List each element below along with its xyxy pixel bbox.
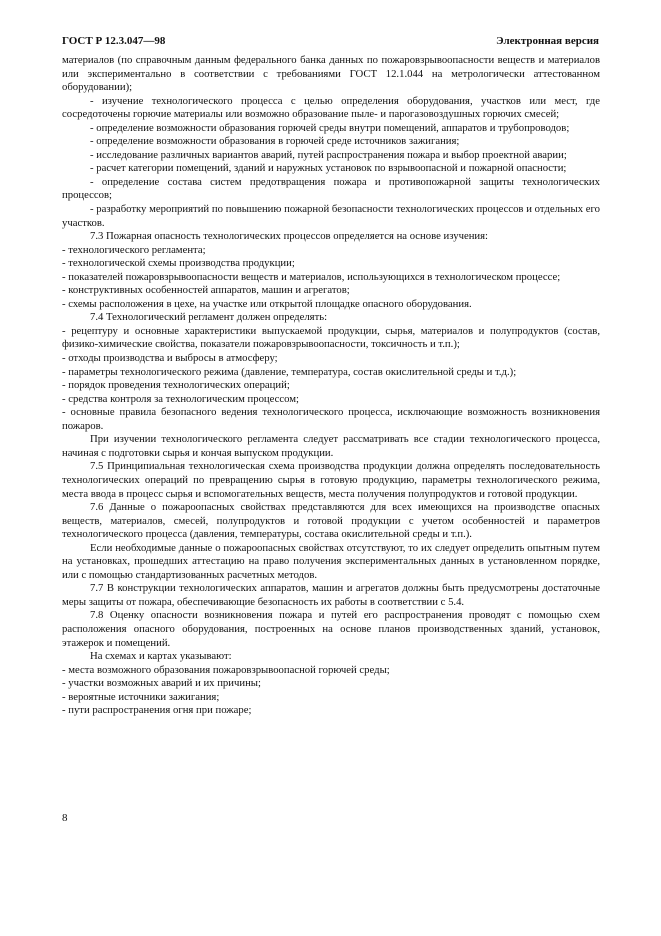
paragraph: - места возможного образования пожаровзрывоопасной горючей среды; xyxy=(62,663,390,676)
paragraph: - рецептуру и основные характеристики выпускаемой продукции, сырья, материалов и полупродуктов (состав, физико-химические свойства, показатели пожаровзрывоопасности, токсичность и т.п.); xyxy=(62,324,600,351)
paragraph: 7.5 Принципиальная технологическая схема производства продукции должна определять последовательность технологических операций по превращению сырья в готовую продукцию, параметры технологического режима, места ввода в процесс сырья и вспомогательных веществ, места получения полупродуктов и готовой продукции. xyxy=(62,460,600,500)
paragraph: 7.6 Данные о пожароопасных свойствах представляются для всех имеющихся на производстве опасных веществ, материалов, смесей, полупродуктов и готовой продукции с учетом особенностей и параметров технологического процесса (давления, температуры, состава окислительной среды и т.п.). xyxy=(62,501,600,541)
edition-label: Электронная версия xyxy=(496,35,599,47)
paragraph: 7.3 Пожарная опасность технологических процессов определяется на основе изучения: xyxy=(90,230,489,243)
paragraph: - схемы расположения в цехе, на участке или открытой площадке опасного оборудования. xyxy=(62,297,472,310)
standard-code: ГОСТ Р 12.3.047—98 xyxy=(62,35,166,47)
paragraph: - средства контроля за технологическим процессом; xyxy=(62,392,300,405)
paragraph: 7.4 Технологический регламент должен определять: xyxy=(90,311,328,324)
paragraph: 7.8 Оценку опасности возникновения пожара и путей его распространения проводят с помощью схем расположения опасного оборудования, построенных на основе планов производственных зданий, установок, этажерок и помещений. xyxy=(62,609,600,649)
paragraph: - пути распространения огня при пожаре; xyxy=(62,704,252,717)
page-header xyxy=(62,35,599,51)
paragraph: 7.7 В конструкции технологических аппаратов, машин и агрегатов должны быть предусмотрены достаточные меры защиты от пожара, обеспечивающие безопасность их работы в соответствии с 5.4. xyxy=(62,582,600,608)
paragraph: - показателей пожаровзрывоопасности веществ и материалов, использующихся в технологическом процессе; xyxy=(62,270,561,283)
document-body xyxy=(62,54,600,718)
paragraph: - изучение технологического процесса с целью определения оборудования, участков или мест, где сосредоточены горючие материалы или возможно образование пыле- и парогазовоздушных горючих смесей; xyxy=(62,94,600,121)
paragraph: - расчет категории помещений, зданий и наружных установок по взрывоопасной и пожарной опасности; xyxy=(90,162,567,175)
paragraph: - основные правила безопасного ведения технологического процесса, исключающие возможность возникновения пожаров. xyxy=(62,406,600,432)
paragraph: - разработку мероприятий по повышению пожарной безопасности технологических процессов и отдельных его участков. xyxy=(62,203,600,229)
paragraph: Если необходимые данные о пожароопасных свойствах отсутствуют, то их следует определить опытным путем на установках, прошедших аттестацию на право получения экспериментальных данных в установленном порядке, или с помощью стандартизованных расчетных методов. xyxy=(62,541,600,581)
paragraph: При изучении технологического регламента следует рассматривать все стадии технологического процесса, начиная с подготовки сырья и кончая выпуском продукции. xyxy=(62,433,600,459)
page-number: 8 xyxy=(62,812,68,824)
paragraph: - технологической схемы производства продукции; xyxy=(62,257,295,270)
paragraph: - определение состава систем предотвращения пожара и противопожарной защиты технологических процессов; xyxy=(62,175,600,202)
paragraph: - участки возможных аварий и их причины; xyxy=(62,677,261,690)
paragraph: На схемах и картах указывают: xyxy=(90,650,232,663)
paragraph: материалов (по справочным данным федерального банка данных по пожаровзрывоопасности веществ и материалов или экспериментально в соответствии с требованиями ГОСТ 12.1.044 на метрологически аттестованном оборудовании); xyxy=(62,54,600,94)
paragraph: - параметры технологического режима (давление, температура, состав окислительной среды и т.д.); xyxy=(62,365,517,378)
paragraph: - отходы производства и выбросы в атмосферу; xyxy=(62,352,278,365)
paragraph: - технологического регламента; xyxy=(62,243,206,256)
paragraph: - вероятные источники зажигания; xyxy=(62,690,220,703)
paragraph: - определение возможности образования горючей среды внутри помещений, аппаратов и трубопроводов; xyxy=(90,121,570,134)
paragraph: - исследование различных вариантов аварий, путей распространения пожара и выбор проектной аварии; xyxy=(90,148,567,161)
paragraph: - определение возможности образования в горючей среде источников зажигания; xyxy=(90,135,460,148)
paragraph: - конструктивных особенностей аппаратов, машин и агрегатов; xyxy=(62,284,350,297)
paragraph: - порядок проведения технологических операций; xyxy=(62,379,290,392)
